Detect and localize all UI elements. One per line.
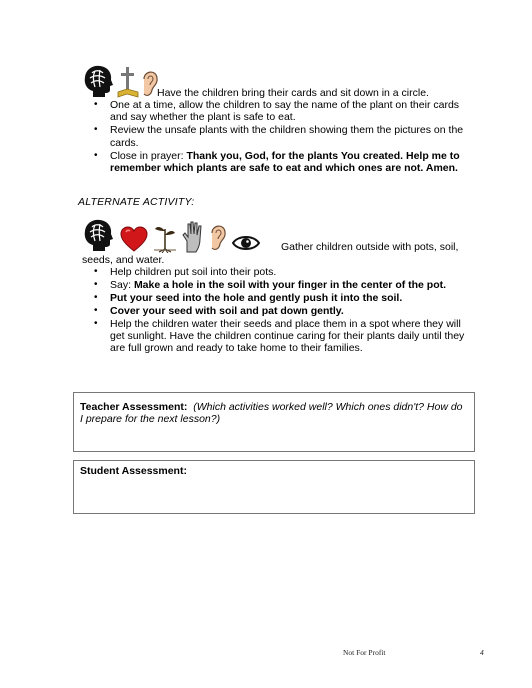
list-item: • One at a time, allow the children to say the name of the plant on their cards and say whether the plant is safe to eat. bbox=[96, 99, 476, 124]
hand-icon bbox=[181, 219, 205, 253]
teacher-assessment-question: (Which activities worked well? Which ones didn't? How do I prepare for the next lesson?) bbox=[80, 401, 463, 426]
list-item: • Review the unsafe plants with the children showing them the pictures on the cards. bbox=[96, 124, 476, 149]
head-profile-icon bbox=[80, 63, 116, 99]
list-item: • Help the children water their seeds and place them in a spot where they will get sunlight. Have the children continue caring for their plants daily until they are full grown and ready to take home to their families. bbox=[96, 318, 476, 355]
alternate-icon-row bbox=[80, 217, 261, 253]
teacher-assessment-box[interactable] bbox=[73, 392, 475, 452]
alternate-intro-line1: Gather children outside with pots, soil, bbox=[281, 241, 459, 253]
list-item: • Help children put soil into their pots. bbox=[96, 266, 476, 278]
page-number: 4 bbox=[480, 648, 484, 657]
student-assessment-box[interactable] bbox=[73, 460, 475, 514]
list-item: • Close in prayer: Thank you, God, for the plants You created. Help me to remember which plants are safe to eat and which ones are not. Amen. bbox=[96, 150, 476, 175]
alternate-heading: ALTERNATE ACTIVITY: bbox=[78, 196, 195, 208]
eye-icon bbox=[231, 233, 261, 253]
list-item: • Say: Make a hole in the soil with your finger in the center of the pot. bbox=[96, 279, 476, 291]
alternate-list bbox=[96, 266, 476, 355]
heart-icon bbox=[119, 225, 149, 253]
student-assessment-label: Student Assessment: bbox=[80, 465, 187, 477]
alternate-intro-line2: seeds, and water. bbox=[82, 254, 165, 266]
section1-list bbox=[96, 99, 476, 175]
head-profile-icon bbox=[80, 217, 116, 253]
section1-icon-row bbox=[80, 63, 160, 99]
list-item: • Cover your seed with soil and pat down gently. bbox=[96, 305, 476, 317]
footer-text: Not For Profit bbox=[343, 648, 386, 657]
teacher-assessment-label: Teacher Assessment: bbox=[80, 401, 188, 413]
cross-bible-icon bbox=[117, 65, 139, 99]
list-item: • Put your seed into the hole and gently push it into the soil. bbox=[96, 292, 476, 304]
ear-icon bbox=[208, 221, 228, 253]
section1-intro: Have the children bring their cards and sit down in a circle. bbox=[157, 87, 429, 99]
sprout-icon bbox=[152, 219, 178, 253]
